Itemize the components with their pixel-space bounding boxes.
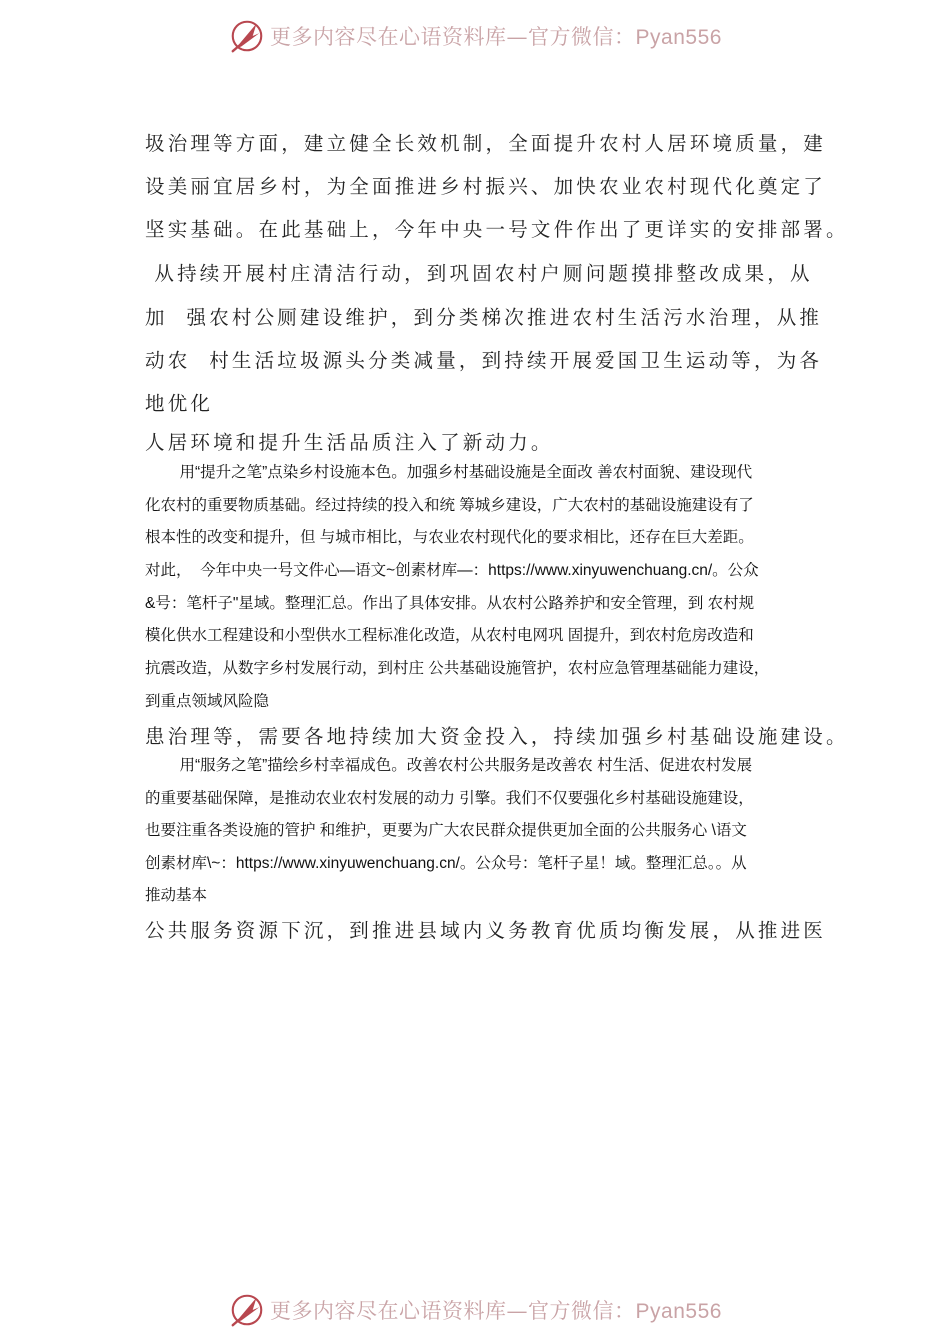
text-line: 到重点领域风险隐	[145, 693, 270, 710]
quill-logo-icon	[228, 17, 266, 55]
text-line: 根本性的改变和提升，但 与城市相比，与农业农村现代化的要求相比，还存在巨大差距。	[145, 529, 754, 546]
quill-logo-icon	[228, 1291, 266, 1329]
footer-wechat-id: Pyan556	[635, 1300, 722, 1323]
text-line: 公共服务资源下沉，到推进县域内义务教育优质均衡发展，从推进医	[145, 919, 827, 942]
text-line: 对此， 今年中央一号文件心—语文~创素材库—：https://www.xinyuwenchuang.cn/。公众	[145, 562, 759, 579]
text-line: 用“服务之笔”描绘乡村幸福成色。改善农村公共服务是改善农 村生活、促进农村发展	[145, 757, 753, 774]
text-line: 圾治理等方面，建立健全长效机制，全面提升农村人居环境质量，建	[145, 132, 827, 155]
text-line: 推动基本	[145, 887, 208, 904]
text-line: 从持续开展村庄清洁行动，到巩固农村户厕问题摸排整改成果，从	[145, 262, 813, 285]
text-line: 创素材库\~：https://www.xinyuwenchuang.cn/。公众号：笔杆子星！域。整理汇总。。从	[145, 855, 747, 872]
header-text	[270, 21, 722, 51]
text-line: 坚实基础。在此基础上，今年中央一号文件作出了更详实的安排部署。	[145, 218, 849, 241]
text-line: 也要注重各类设施的管护 和维护，更要为广大农民群众提供更加全面的公共服务心 \语文	[145, 822, 747, 839]
text-line: 用“提升之笔”点染乡村设施本色。加强乡村基础设施是全面改 善农村面貌、建设现代	[145, 464, 753, 481]
text-line: 患治理等，需要各地持续加大资金投入，持续加强乡村基础设施建设。	[145, 725, 849, 748]
text-line: 人居环境和提升生活品质注入了新动力。	[145, 431, 554, 454]
header-dash: —	[506, 25, 529, 49]
text-line: 的重要基础保障，是推动农业农村发展的动力 引擎。我们不仅要强化乡村基础设施建设，	[145, 790, 754, 807]
footer-banner	[0, 1290, 950, 1330]
text-line: &号：笔杆子"星域。整理汇总。作出了具体安排。从农村公路养护和安全管理，到 农村规	[145, 595, 755, 612]
text-line: 模化供水工程建设和小型供水工程标准化改造，从农村电网巩 固提升，到农村危房改造和	[145, 627, 754, 644]
footer-brand: 更多内容尽在心语资料库	[270, 1299, 507, 1323]
header-label: 官方微信：	[528, 25, 636, 49]
text-line: 动农 村生活垃圾源头分类减量，到持续开展爱国卫生运动等，为各	[145, 349, 823, 372]
footer-dash: —	[506, 1299, 529, 1323]
footer-text	[270, 1295, 722, 1325]
header-banner	[0, 16, 950, 56]
header-wechat-id: Pyan556	[635, 26, 722, 49]
footer-label: 官方微信：	[528, 1299, 636, 1323]
text-line: 设美丽宜居乡村，为全面推进乡村振兴、加快农业农村现代化奠定了	[145, 175, 827, 198]
text-line: 抗震改造，从数字乡村发展行动，到村庄 公共基础设施管护，农村应急管理基础能力建设，	[145, 660, 770, 677]
text-line: 加 强农村公厕建设维护，到分类梯次推进农村生活污水治理，从推	[145, 306, 823, 329]
header-brand: 更多内容尽在心语资料库	[270, 25, 507, 49]
text-line: 地优化	[145, 392, 214, 415]
text-line: 化农村的重要物质基础。经过持续的投入和统 筹城乡建设，广大农村的基础设施建设有了	[145, 497, 754, 514]
